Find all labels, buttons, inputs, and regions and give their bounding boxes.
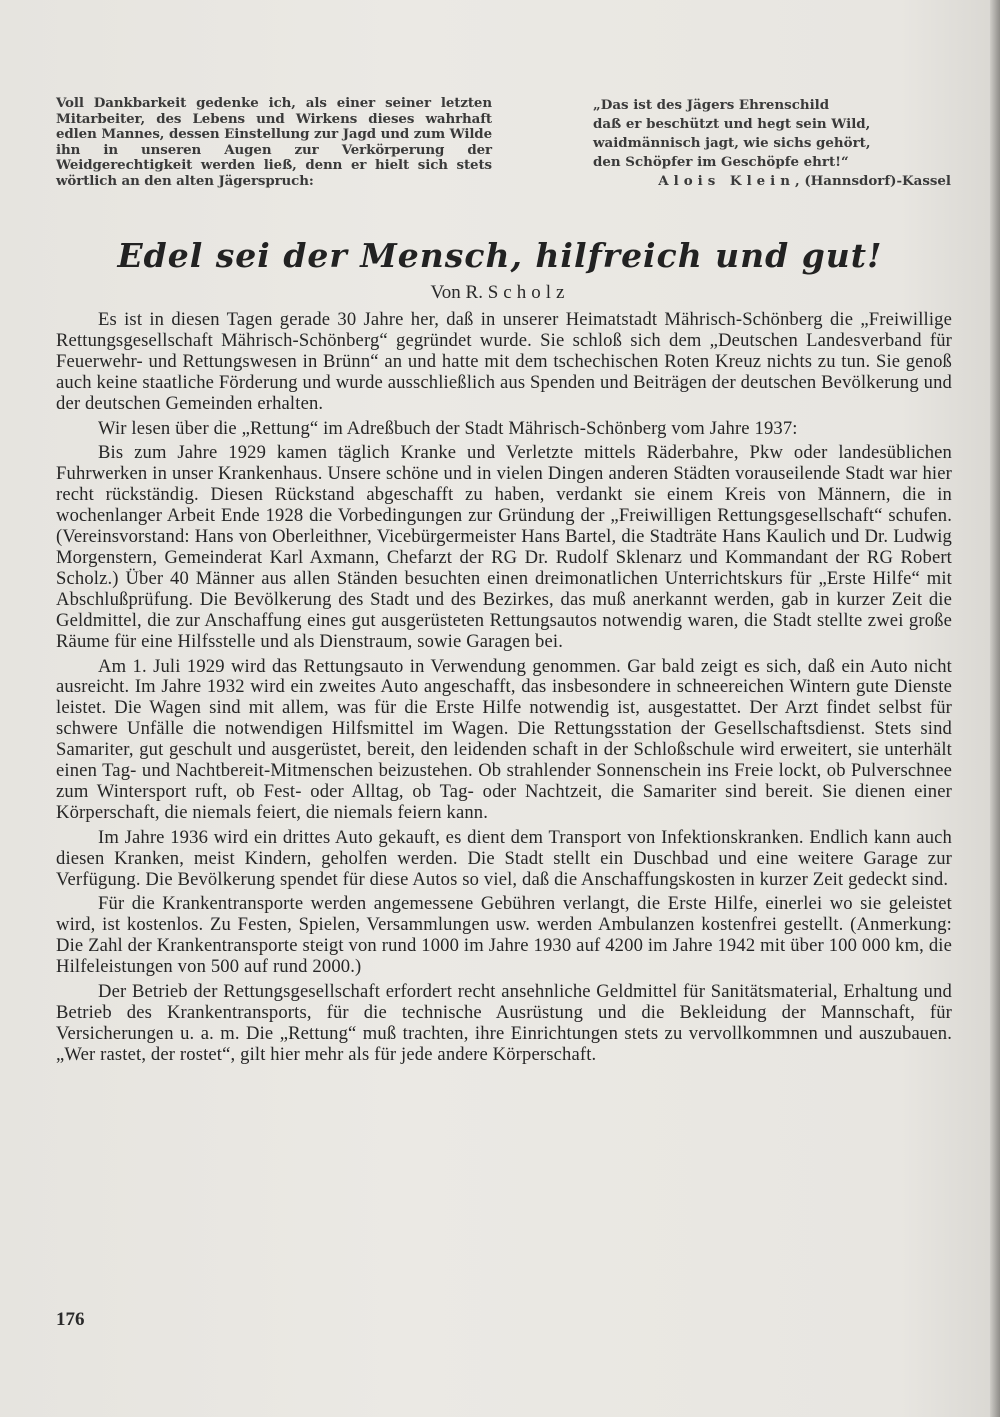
poem-author-name: Alois Klein <box>658 173 795 189</box>
article-paragraph-4: Am 1. Juli 1929 wird das Rettungsauto in Verwendung genommen. Gar bald zeigt es sich, daß ein Auto nicht ausreicht. Im Jahre 1932 wird ein zweites Auto angeschafft, das insbesondere in schneereichen Wintern gute Dienste leistet. Die Wagen sind mit allem, was für die Erste Hilfe notwendig ist, ausgestattet. Der Arzt findet selbst für schwere Unfälle die notwendigen Hilfsmittel im Wagen. Die Rettungsstation der Gesellschaftsdienst. Stets sind Samariter, gut geschult und ausgerüstet, bereit, den leidenden schaft in der Schloßschule wird erweitert, sie unterhält einen Tag- und Nachtbereit-Mitmenschen beizustehen. Ob strahlender Sonnenschein ins Freie lockt, ob Pulverschnee zum Wintersport ruft, ob Fest- oder Alltag, ob Tag- oder Nachtzeit, die Samariter sind bereit. Sie dienen einer Körperschaft, die niemals feiert, die niemals feiern kann. <box>56 655 952 823</box>
poem-author-place: , (Hannsdorf)-Kassel <box>795 173 951 189</box>
article-paragraph-2: Wir lesen über die „Rettung“ im Adreßbuch der Stadt Mährisch-Schönberg vom Jahre 1937: <box>98 417 798 439</box>
article-title: Edel sei der Mensch, hilfreich und gut! <box>117 236 883 275</box>
byline-prefix: Von R. <box>430 282 483 303</box>
article-paragraph-6: Für die Krankentransporte werden angemessene Gebühren verlangt, die Erste Hilfe, einerlei wo sie geleistet wird, ist kostenlos. Zu Festen, Spielen, Versammlungen usw. werden Ambulanzen kostenfrei gestellt. (Anmerkung: Die Zahl der Krankentransporte steigt von rund 1000 im Jahre 1930 auf 4200 im Jahre 1942 mit über 100 000 km, die Hilfeleistungen von 500 auf rund 2000.) <box>56 893 952 978</box>
poem-block <box>593 96 963 191</box>
article-byline <box>0 282 1000 304</box>
page-number: 176 <box>56 1309 85 1330</box>
byline-author: Scholz <box>487 282 570 303</box>
poem-line-1: „Das ist des Jägers Ehrenschild <box>593 97 830 113</box>
page-edge-shadow <box>990 0 1000 1417</box>
intro-paragraph: Voll Dankbarkeit gedenke ich, als einer seiner letzten Mitarbeiter, des Lebens und Wirkens dieses wahrhaft edlen Mannes, dessen Einstellung zur Jagd und zum Wilde ihn in unseren Augen zur Verkörperung der Weidgerechtigkeit werden ließ, denn er hielt sich stets wörtlich an den alten Jägerspruch: <box>56 95 492 189</box>
poem-signature <box>593 172 951 191</box>
article-paragraph-7: Der Betrieb der Rettungsgesellschaft erfordert recht ansehnliche Geldmittel für Sanitätsmaterial, Erhaltung und Betrieb des Krankentransports, für die technische Ausrüstung und die Bekleidung der Mannschaft, für Versicherungen u. a. m. Die „Rettung“ muß trachten, ihre Einrichtungen stets zu vervollkommnen und auszubauen. „Wer rastet, der rostet“, gilt hier mehr als für jede andere Körperschaft. <box>56 981 952 1065</box>
article-paragraph-1: Es ist in diesen Tagen gerade 30 Jahre her, daß in unserer Heimatstadt Mährisch-Schönberg die „Freiwillige Rettungsgesellschaft Mährisch-Schönberg“ gegründet wurde. Sie schloß sich dem „Deutschen Landesverband für Feuerwehr- und Rettungswesen in Brünn“ an und hatte mit dem tschechischen Roten Kreuz nichts zu tun. Sie genoß auch keine staatliche Förderung und wurde ausschließlich aus Spenden und Beiträgen der deutschen Bevölkerung und der deutschen Gemeinden erhalten. <box>56 309 952 414</box>
article-paragraph-5: Im Jahre 1936 wird ein drittes Auto gekauft, es dient dem Transport von Infektionskranken. Endlich kann auch diesen Kranken, meist Kindern, geholfen werden. Die Stadt stellt ein Duschbad und eine weitere Garage zur Verfügung. Die Bevölkerung spendet für diese Autos so viel, daß die Anschaffungskosten in kurzer Zeit gedeckt sind. <box>56 826 952 890</box>
poem-line-2: daß er beschützt und hegt sein Wild, <box>593 116 871 132</box>
poem-line-4: den Schöpfer im Geschöpfe ehrt!“ <box>593 154 849 170</box>
article-paragraph-3: Bis zum Jahre 1929 kamen täglich Kranke und Verletzte mittels Räderbahre, Pkw oder landesüblichen Fuhrwerken in unser Krankenhaus. Unsere schöne und in vielen Dingen anderen Städten vorauseilende Stadt war hier recht rückständig. Diesen Rückstand abgeschafft zu haben, verdankt sie einem Kreis von Männern, die in wochenlanger Arbeit Ende 1928 die Vorbedingungen zur Gründung der „Freiwilligen Rettungsgesellschaft“ schufen. (Vereinsvorstand: Hans von Oberleithner, Vicebürgermeister Hans Bartel, die Stadträte Hans Kaulich und Dr. Ludwig Morgenstern, Gemeinderat Karl Axmann, Chefarzt der RG Dr. Rudolf Sklenarz und Kommandant der RG Robert Scholz.) Über 40 Männer aus allen Ständen besuchten einen dreimonatlichen Unterrichtskurs für „Erste Hilfe“ mit Abschlußprüfung. Die Bevölkerung des Stadt und des Bezirkes, das muß anerkannt werden, gab in kurzer Zeit die Geldmittel, die zur Anschaffung eines gut ausgerüsteten Rettungsautos notwendig waren, die Stadt stellte zwei große Räume für eine Hilfsstelle und als Dienstraum, sowie Garagen bei. <box>56 442 952 652</box>
poem-line-3: waidmännisch jagt, wie sichs gehört, <box>593 135 871 151</box>
article-body <box>56 310 952 1070</box>
